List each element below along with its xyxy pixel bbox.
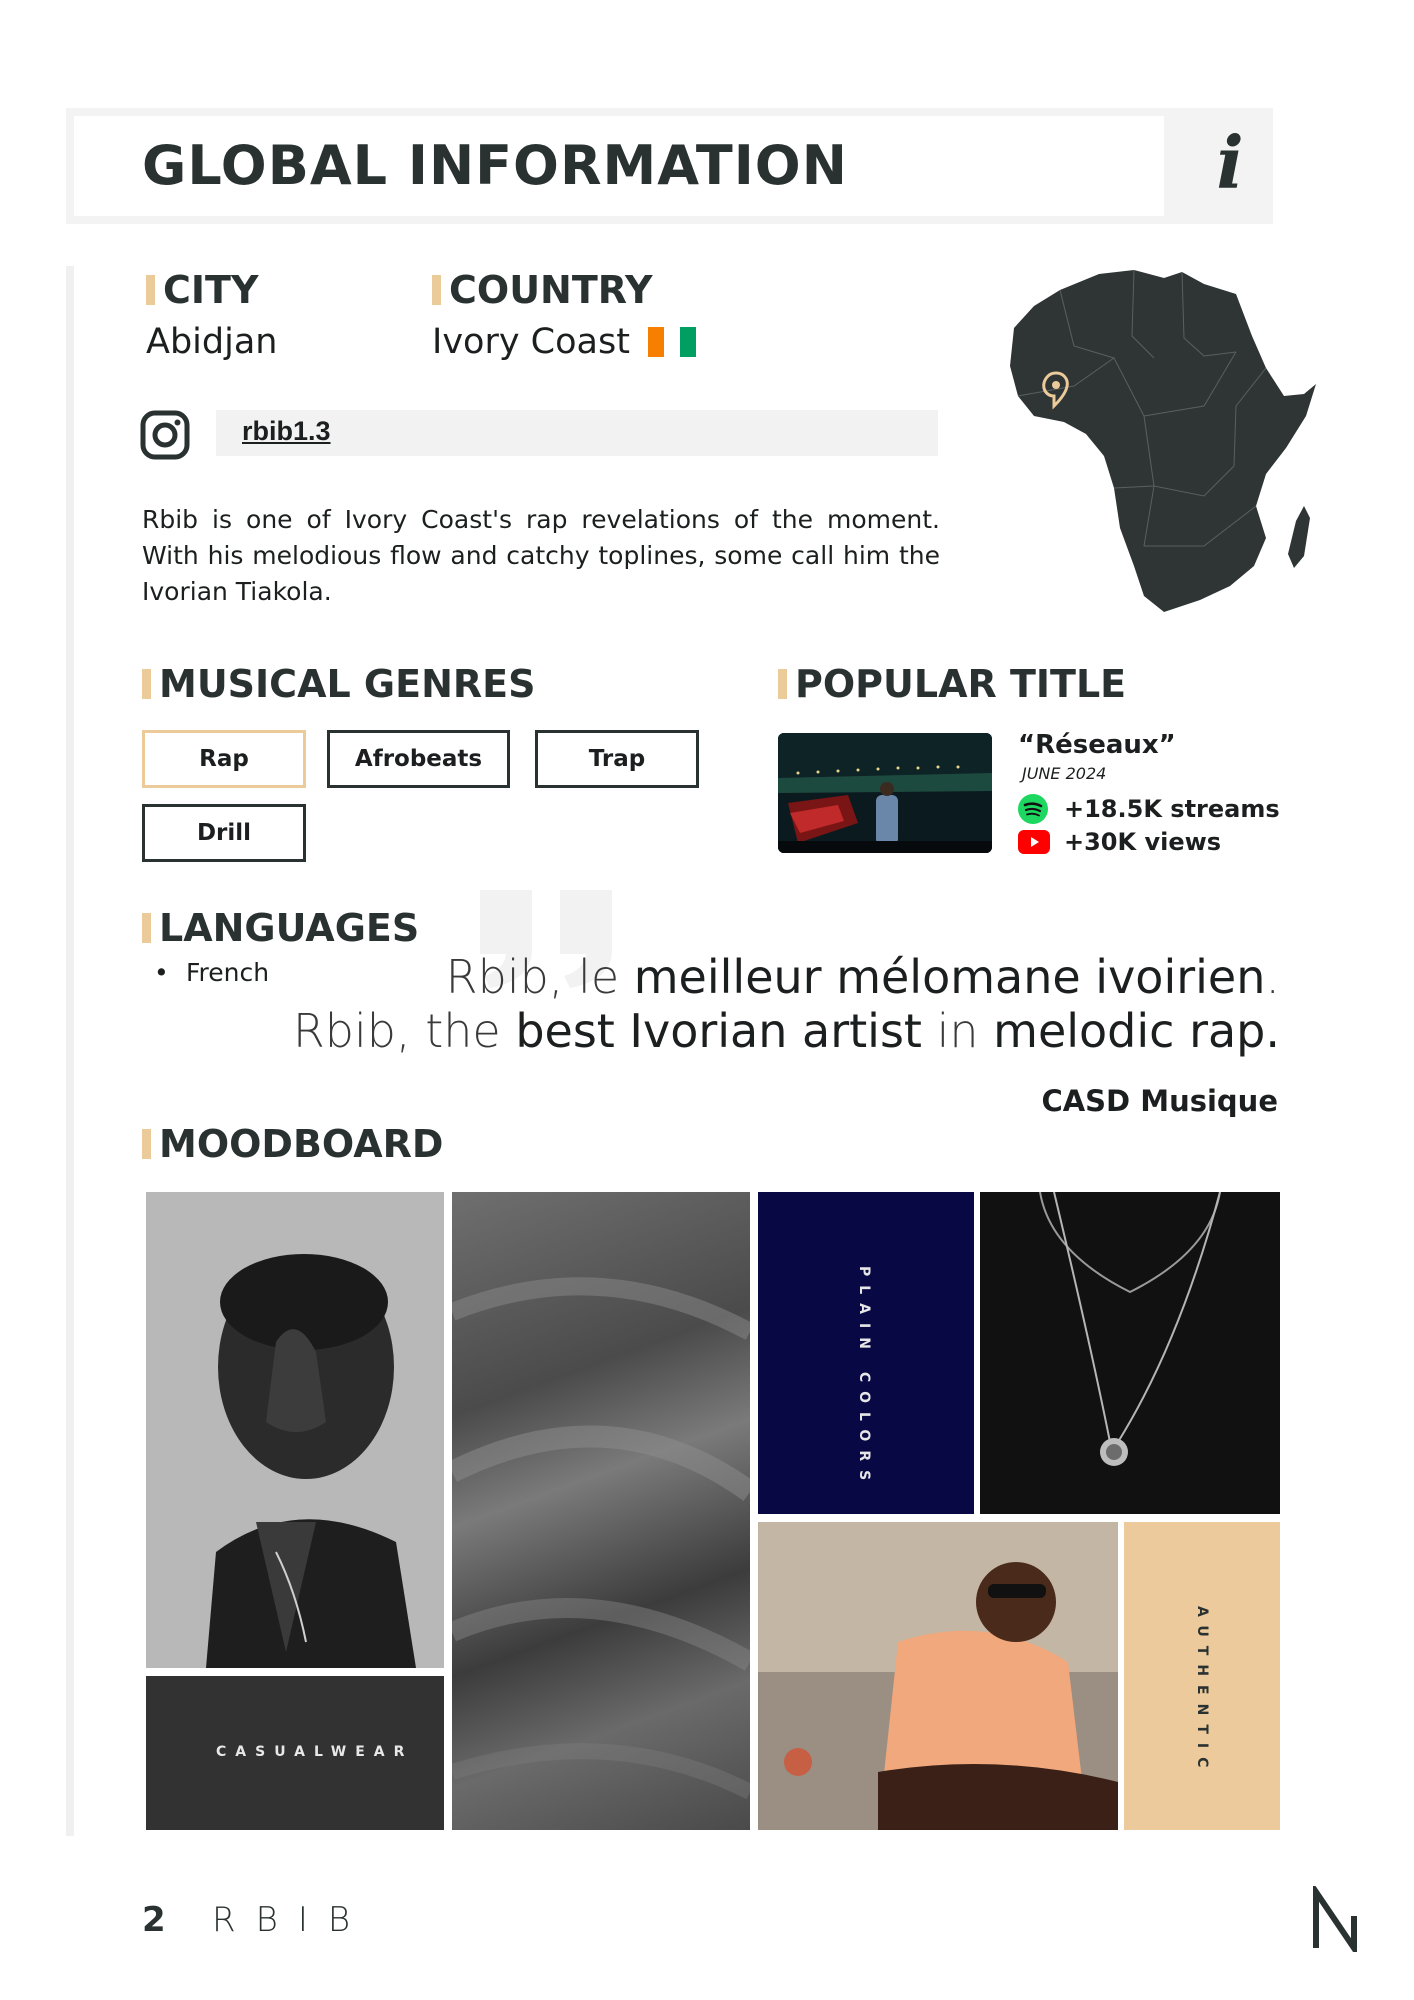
moodboard-authentic-tile — [1124, 1522, 1280, 1830]
quote-text: . — [1265, 950, 1280, 1004]
flag-stripe-green — [680, 327, 696, 357]
africa-map — [1004, 266, 1334, 616]
youtube-icon — [1018, 830, 1050, 854]
popular-song-title: “Réseaux” — [1018, 730, 1176, 760]
brand-name: RBIB — [212, 1900, 371, 1940]
heading-accent-bar — [142, 1129, 151, 1159]
moodboard-orange-shirt-photo — [758, 1522, 1118, 1830]
authentic-label: AUTHENTIC — [1194, 1606, 1210, 1777]
heading-accent-bar — [146, 275, 155, 305]
languages-label: LANGUAGES — [159, 906, 420, 950]
quote-text: Rbib, the — [292, 1004, 516, 1058]
musical-genres-label: MUSICAL GENRES — [159, 662, 536, 706]
youtube-views: +30K views — [1064, 828, 1222, 856]
quote-emphasis: melodic rap. — [993, 1004, 1280, 1058]
city-label: CITY — [163, 268, 259, 312]
genre-tag-rap: Rap — [142, 730, 306, 788]
quote-author: CASD Musique — [1041, 1084, 1278, 1118]
spotify-stat-row — [1018, 794, 1280, 824]
spotify-icon — [1018, 794, 1048, 824]
casualwear-label: CASUALWEAR — [216, 1744, 414, 1760]
popular-song-date: JUNE 2024 — [1022, 764, 1107, 783]
instagram-icon — [140, 410, 190, 460]
info-icon: i — [1216, 120, 1244, 205]
instagram-handle-link[interactable]: rbib1.3 — [242, 416, 331, 446]
youtube-stat-row — [1018, 828, 1221, 856]
moodboard-heading — [142, 1122, 443, 1166]
ivory-coast-flag-icon — [648, 327, 712, 357]
page-title: GLOBAL INFORMATION — [142, 134, 848, 197]
heading-accent-bar — [142, 913, 151, 943]
genre-tag-trap: Trap — [535, 730, 699, 788]
quote-line-french — [446, 950, 1280, 1004]
flag-stripe-orange — [648, 327, 664, 357]
plain-colors-label: PLAIN COLORS — [856, 1266, 872, 1490]
moodboard-portrait-photo — [146, 1192, 444, 1668]
musical-genres-heading — [142, 662, 535, 706]
quote-emphasis: best Ivorian artist — [515, 1004, 922, 1058]
left-divider — [66, 266, 74, 1836]
language-french: French — [186, 958, 270, 987]
page-number: 2 — [142, 1900, 166, 1940]
music-video-thumbnail[interactable] — [778, 733, 992, 853]
country-value: Ivory Coast — [432, 322, 630, 362]
moodboard-label: MOODBOARD — [159, 1122, 444, 1166]
quote-text: Rbib, le — [445, 950, 634, 1004]
n-logo-icon — [1310, 1886, 1360, 1952]
genre-tag-afrobeats: Afrobeats — [327, 730, 510, 788]
country-label: COUNTRY — [449, 268, 653, 312]
popular-title-label: POPULAR TITLE — [795, 662, 1127, 706]
spotify-streams: +18.5K streams — [1064, 795, 1280, 823]
popular-title-heading — [778, 662, 1126, 706]
quote-text: in — [921, 1004, 994, 1058]
moodboard-fabric-photo — [452, 1192, 750, 1830]
moodboard-necklace-photo — [980, 1192, 1280, 1514]
country-row — [432, 322, 712, 362]
language-item — [156, 958, 269, 987]
country-heading — [432, 268, 652, 312]
heading-accent-bar — [778, 669, 787, 699]
moodboard-plain-colors-tile — [758, 1192, 974, 1514]
genre-tag-drill: Drill — [142, 804, 306, 862]
city-value: Abidjan — [146, 322, 278, 362]
heading-accent-bar — [432, 275, 441, 305]
heading-accent-bar — [142, 669, 151, 699]
moodboard-casualwear-tile — [146, 1676, 444, 1830]
artist-bio: Rbib is one of Ivory Coast's rap revelations of the moment. With his melodious flow and catchy toplines, some call him the Ivorian Tiakola. — [142, 505, 940, 606]
languages-heading — [142, 906, 419, 950]
quote-emphasis: meilleur mélomane ivoirien — [633, 950, 1266, 1004]
quote-line-english — [293, 1004, 1280, 1058]
city-heading — [146, 268, 258, 312]
